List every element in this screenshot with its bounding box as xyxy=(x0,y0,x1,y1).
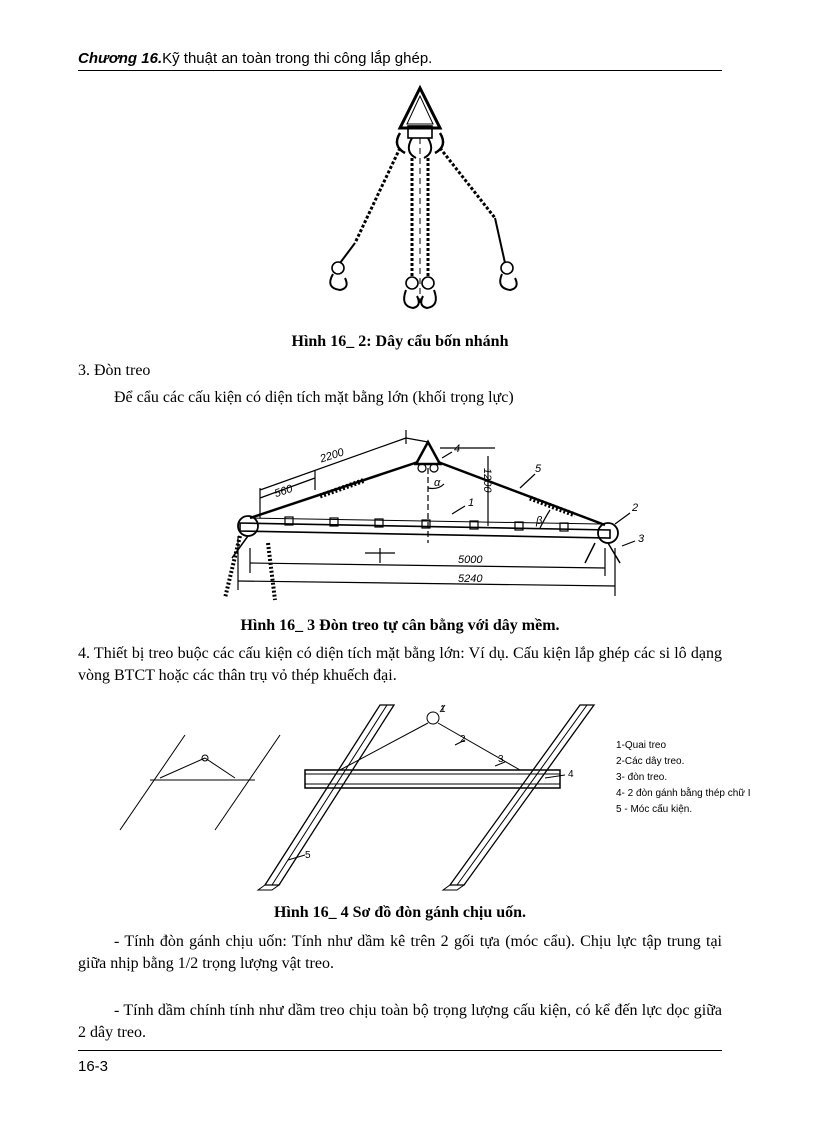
label-beta: β xyxy=(536,515,543,527)
four-branch-sling-figure xyxy=(300,78,540,328)
paragraph-2: - Tính dầm chính tính như dầm treo chịu toàn bộ trọng lượng cấu kiện, có kể đến lực dọc giữa 2 dây treo. xyxy=(78,1002,722,1041)
dim-5240: 5240 xyxy=(458,573,483,585)
fig3-label-4: 4 xyxy=(568,769,574,780)
chapter-label: Chương 16. xyxy=(78,50,163,67)
legend-item: 2-Các dây treo. xyxy=(616,756,685,767)
figure1-caption: Hình 16_ 2: Dây cẩu bốn nhánh xyxy=(291,333,509,350)
legend-item: 4- 2 đòn gánh bằng thép chữ I xyxy=(616,788,751,799)
label-1: 1 xyxy=(468,497,475,509)
paragraph-1: - Tính đòn gánh chịu uốn: Tính như dầm kê trên 2 gối tựa (móc cẩu). Chịu lực tập trung tại giữa nhịp bằng 1/2 trọng lượng vật treo. xyxy=(78,933,722,972)
label-2: 2 xyxy=(632,502,639,514)
dim-1200: 1200 xyxy=(481,468,493,493)
dim-5000: 5000 xyxy=(458,554,483,566)
legend-item: 1-Quai treo xyxy=(616,740,667,751)
legend-item: 5 - Móc cấu kiện. xyxy=(616,804,693,815)
dim-2200: 2200 xyxy=(318,446,346,466)
header-rule xyxy=(78,70,722,71)
label-4: 4 xyxy=(454,443,461,455)
chapter-title: Kỹ thuật an toàn trong thi công lắp ghép. xyxy=(162,50,433,67)
fig3-label-1: 1 xyxy=(440,704,446,715)
section4-text: 4. Thiết bị treo buộc các cấu kiện có diện tích mặt bằng lớn: Ví dụ. Cấu kiện lắp ghép các si lô dạng vòng BTCT hoặc các thân trụ vỏ thép khuếch đại. xyxy=(78,645,722,684)
label-3: 3 xyxy=(638,533,645,545)
spreader-beam-figure xyxy=(190,418,660,613)
fig3-label-3: 3 xyxy=(498,754,504,765)
label-alpha: α xyxy=(434,477,441,489)
section3-text: Để cẩu các cấu kiện có diện tích mặt bằng lớn (khối trọng lực) xyxy=(114,389,514,406)
label-5: 5 xyxy=(535,463,542,475)
legend-item: 3- đòn treo. xyxy=(616,772,668,783)
figure3-legend xyxy=(616,738,751,818)
figure3-caption: Hình 16_ 4 Sơ đồ đòn gánh chịu uốn. xyxy=(273,904,527,921)
footer-rule xyxy=(78,1050,722,1051)
yoke-scheme-figure xyxy=(110,700,610,900)
dim-560: 560 xyxy=(272,482,295,501)
figure2-caption: Hình 16_ 3 Đòn treo tự cân bằng với dây mềm. xyxy=(240,617,560,634)
page-number: 16-3 xyxy=(78,1058,109,1075)
fig3-label-5: 5 xyxy=(305,850,311,861)
fig3-label-2: 2 xyxy=(460,734,466,745)
page-header xyxy=(78,50,432,67)
section3-heading: 3. Đòn treo xyxy=(78,362,151,379)
